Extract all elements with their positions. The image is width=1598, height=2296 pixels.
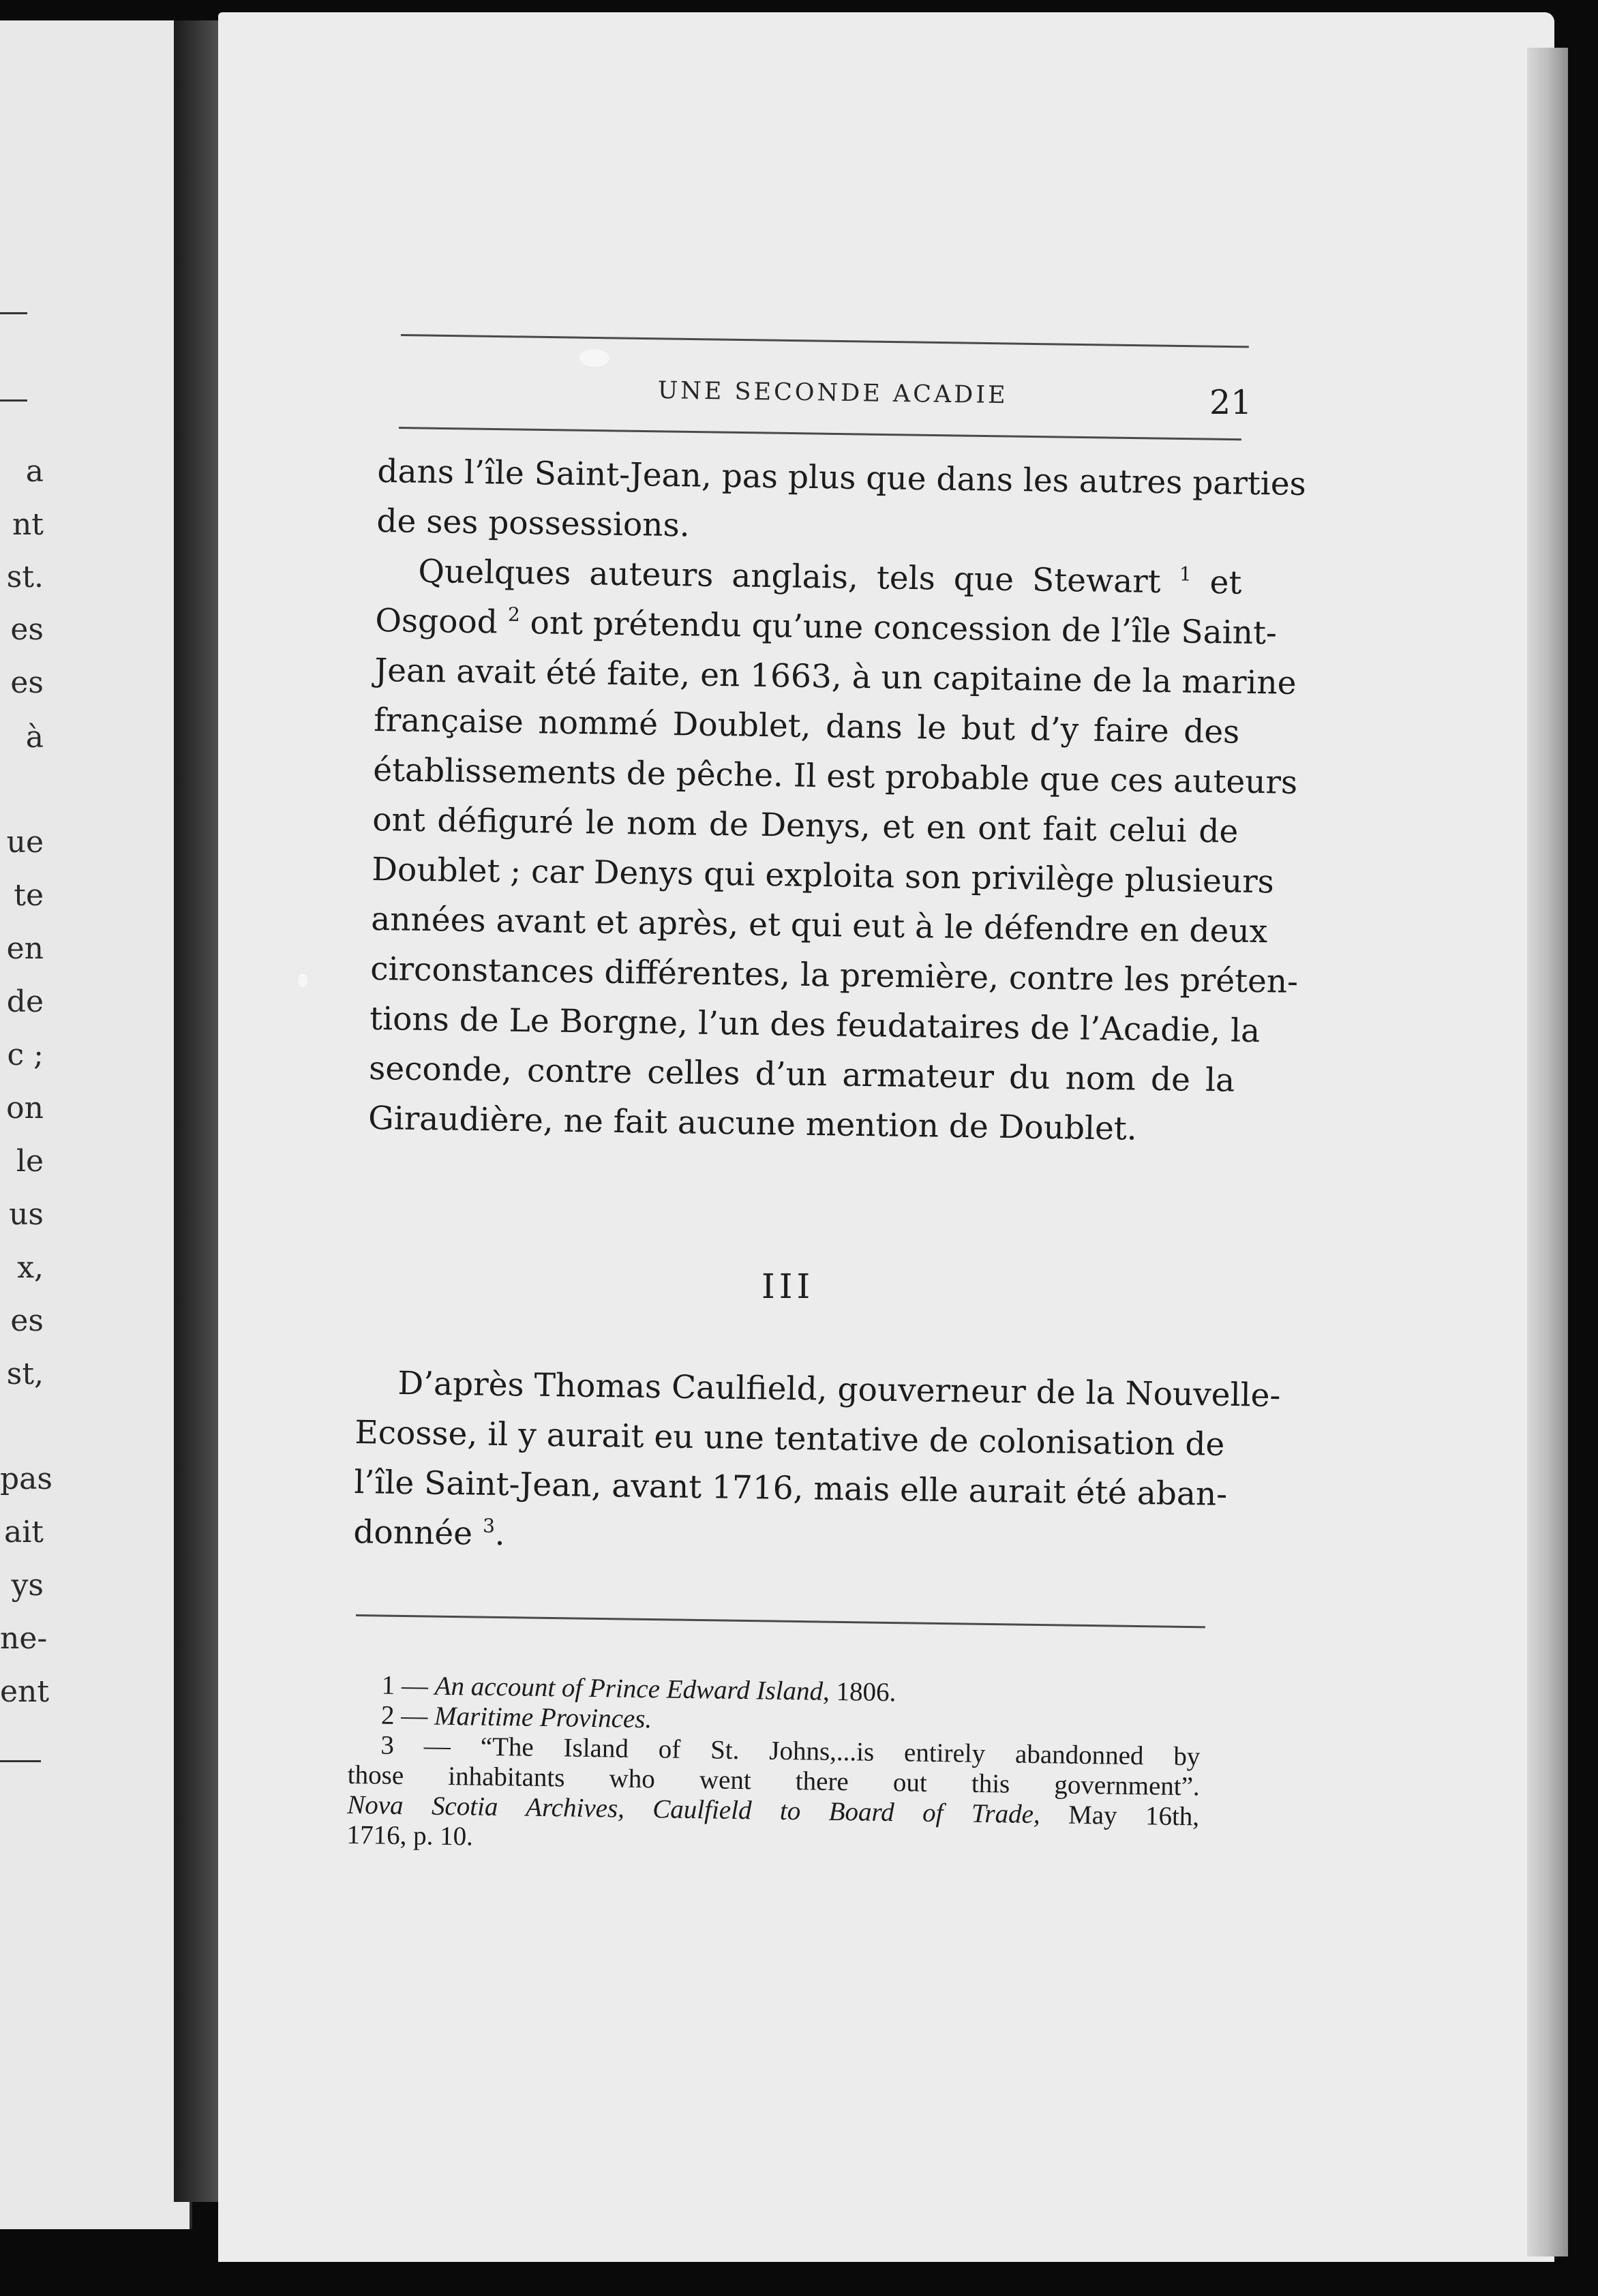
page-edge: [1527, 48, 1568, 2256]
text-run: “The Island of St. Johns,...is entirely abandonned by: [480, 1732, 1201, 1772]
text-line: années avant et après, et qui eut à le défendre en deux: [370, 900, 1268, 951]
text-line: ont défiguré le nom de Denys, et en ont fait celui de: [372, 800, 1239, 851]
previous-page-text: st,: [6, 1357, 44, 1391]
previous-page-text: en: [6, 931, 44, 966]
running-title: UNE SECONDE ACADIE: [657, 377, 1008, 410]
text-line: Jean avait été faite, en 1663, à un capitaine de la marine: [374, 651, 1297, 702]
text-run: May 16th,: [1040, 1800, 1200, 1832]
text-line: seconde, contre celles d’un armateur du nom de la: [368, 1049, 1235, 1100]
previous-page-text: on: [6, 1091, 44, 1126]
body-text: [367, 447, 1307, 1155]
text-line: l’île Saint-Jean, avant 1716, mais elle aurait été aban-: [354, 1463, 1228, 1513]
footnote-3-line: 1716, p. 10.: [346, 1819, 474, 1852]
previous-page-fragment: [0, 20, 192, 2229]
text-line: Giraudière, ne fait aucune mention de Doublet.: [367, 1099, 1138, 1148]
previous-page-text: te: [14, 878, 44, 913]
scan-speck: [298, 973, 307, 987]
previous-page-rule: [0, 1760, 41, 1762]
previous-page-text: ue: [6, 825, 44, 860]
text-run: Quelques auteurs anglais, tels que Stewart: [418, 552, 1161, 601]
previous-page-text: ait: [4, 1515, 44, 1550]
text-line: de ses possessions.: [376, 502, 690, 545]
previous-page-text: c ;: [7, 1038, 44, 1072]
previous-page-text: nt: [12, 507, 44, 542]
text-line: Ecosse, il y aurait eu une tentative de colonisation de: [355, 1413, 1225, 1464]
text-line: dans l’île Saint-Jean, pas plus que dans les autres parties: [377, 452, 1307, 504]
section-heading: III: [762, 1267, 815, 1306]
section-text: [353, 1358, 1281, 1569]
previous-page-rule: [0, 399, 27, 402]
text-run: Osgood: [375, 601, 498, 641]
footnote-source: Nova Scotia Archives, Caulfield to Board of Trade,: [346, 1789, 1040, 1830]
previous-page-text: ent: [0, 1674, 50, 1709]
text-line: circonstances différentes, la première, contre les préten-: [370, 950, 1299, 1001]
text-run: donnée: [353, 1513, 473, 1553]
previous-page-text: es: [10, 612, 44, 647]
previous-page-text: le: [16, 1144, 44, 1179]
previous-page-text: de: [6, 984, 44, 1019]
previous-page-text: pas: [0, 1462, 52, 1496]
previous-page-text: ys: [11, 1568, 44, 1603]
text-line: D’après Thomas Caulfield, gouverneur de la Nouvelle-: [397, 1364, 1281, 1415]
text-run: .: [494, 1515, 506, 1554]
footnote-title: Maritime Provinces.: [434, 1701, 652, 1734]
footnote-number: 3 —: [380, 1730, 451, 1762]
previous-page-text: a: [25, 454, 44, 489]
text-run: et: [1209, 564, 1242, 602]
footnote-number: 2 —: [380, 1700, 428, 1731]
footnotes: [346, 1670, 1201, 1862]
footnote-ref-2[interactable]: 2: [507, 603, 521, 626]
previous-page-text: à: [25, 720, 44, 755]
text-run: , 1806.: [822, 1676, 896, 1708]
previous-page-text: st.: [6, 560, 44, 594]
previous-page-rule: [0, 312, 27, 314]
previous-page-text: es: [10, 665, 44, 700]
footnote-title: An account of Prince Edward Island: [434, 1671, 824, 1706]
text-line: Doublet ; car Denys qui exploita son privilège plusieurs: [371, 850, 1275, 901]
previous-page-text: x,: [17, 1250, 44, 1285]
text-run: ont prétendu qu’une concession de l’île Saint-: [530, 604, 1278, 652]
page-number: 21: [1209, 383, 1252, 422]
text-line: établissements de pêche. Il est probable que ces auteurs: [372, 751, 1298, 802]
previous-page-text: us: [9, 1197, 44, 1232]
footnote-ref-1[interactable]: 1: [1179, 562, 1192, 586]
footnote-3-line: those inhabitants who went there out this government”.: [347, 1759, 1201, 1802]
previous-page-text: es: [10, 1303, 44, 1338]
previous-page-text: ne-: [0, 1621, 48, 1656]
text-line: tions de Le Borgne, l’un des feudataires de l’Acadie, la: [369, 999, 1261, 1051]
footnote-number: 1 —: [381, 1670, 429, 1701]
footnote-ref-3[interactable]: 3: [482, 1514, 496, 1537]
text-line: française nommé Doublet, dans le but d’y faire des: [374, 701, 1240, 751]
scan-speck: [579, 349, 609, 367]
